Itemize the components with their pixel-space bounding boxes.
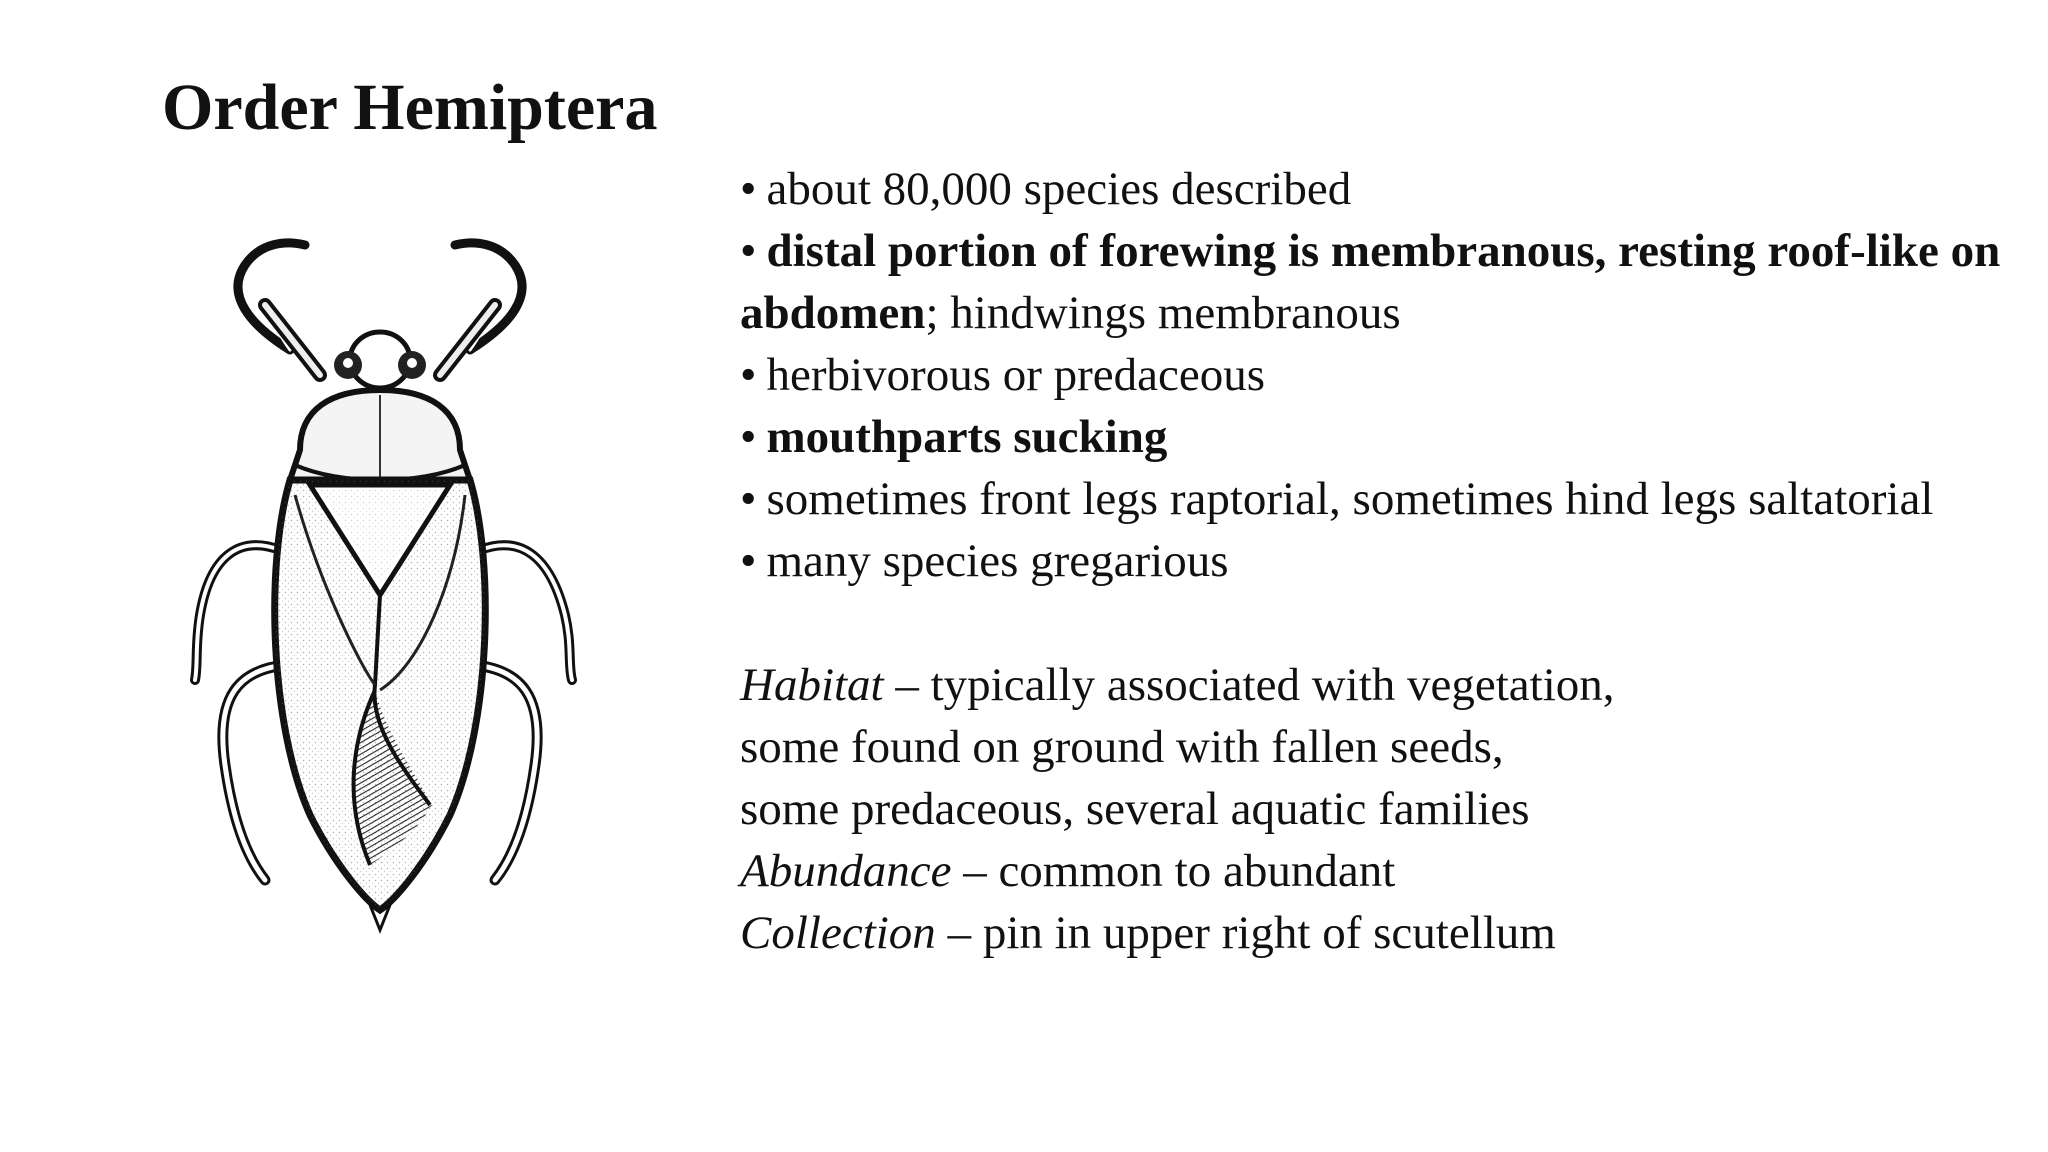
habitat-line: [740, 654, 2010, 716]
list-item: [740, 468, 2010, 530]
slide-title: Order Hemiptera: [162, 71, 658, 144]
bullet-list: [740, 158, 2010, 592]
habitat-dash: –: [883, 659, 931, 711]
collection-line: [740, 902, 2010, 964]
bullet-marker: •: [740, 473, 757, 525]
spacer: [740, 592, 2010, 654]
bullet-text: many species gregarious: [766, 535, 1229, 587]
list-item: [740, 530, 2010, 592]
abundance-line: [740, 840, 2010, 902]
bullet-marker: •: [740, 411, 757, 463]
bullet-text: herbivorous or predaceous: [766, 349, 1266, 401]
list-item: [740, 158, 2010, 220]
habitat-text: typically associated with vegetation,: [930, 659, 1615, 711]
bullet-bold-text: distal portion of forewing is membranous, resting roof-like on abdomen: [740, 225, 2001, 339]
list-item: [740, 406, 2010, 468]
abundance-dash: –: [951, 845, 999, 897]
list-item: [740, 220, 2010, 344]
bullet-marker: •: [740, 349, 757, 401]
habitat-line-2: some found on ground with fallen seeds,: [740, 721, 1504, 773]
bullet-marker: •: [740, 535, 757, 587]
habitat-label: Habitat: [740, 659, 884, 711]
habitat-line-3: some predaceous, several aquatic families: [740, 783, 1530, 835]
bullet-text: ; hindwings membranous: [925, 287, 1401, 339]
collection-label: Collection: [740, 907, 936, 959]
collection-text: pin in upper right of scutellum: [982, 907, 1556, 959]
hemipteran-insect-illustration: [170, 165, 610, 935]
bullet-text: about 80,000 species described: [766, 163, 1352, 215]
abundance-text: common to abundant: [998, 845, 1396, 897]
bullet-marker: •: [740, 163, 757, 215]
slide-content: [740, 158, 2010, 964]
bullet-marker: •: [740, 225, 757, 277]
bullet-text: sometimes front legs raptorial, sometimes hind legs saltatorial: [766, 473, 1934, 525]
info-block: [740, 654, 2010, 964]
list-item: [740, 344, 2010, 406]
bullet-bold-text: mouthparts sucking: [766, 411, 1168, 463]
collection-dash: –: [935, 907, 983, 959]
abundance-label: Abundance: [740, 845, 952, 897]
